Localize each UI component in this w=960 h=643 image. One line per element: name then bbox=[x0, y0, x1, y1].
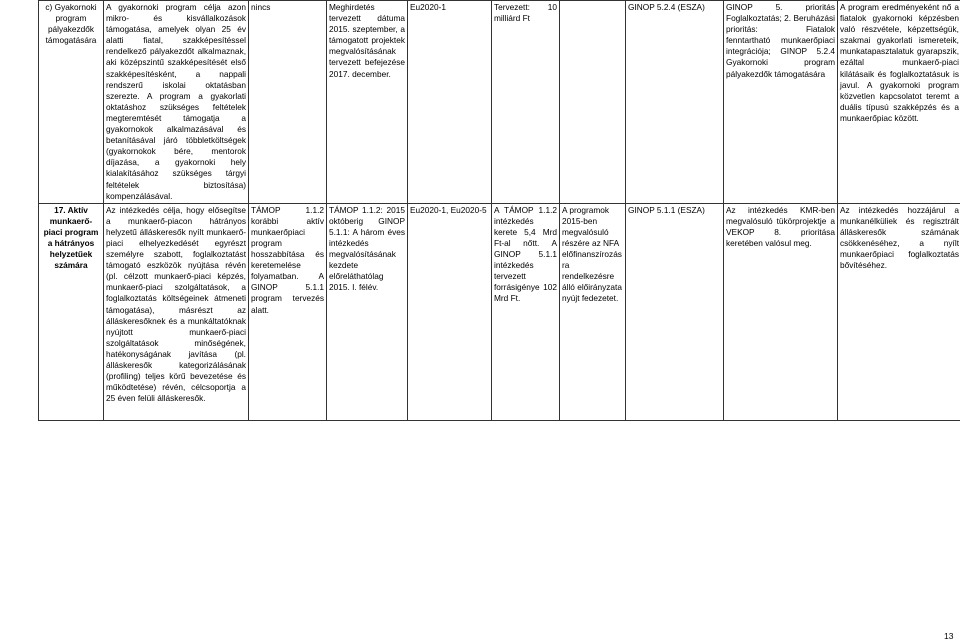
table-row bbox=[39, 203, 960, 420]
priority-cell: Az intézkedés KMR-ben megvalósuló tükörprojektje a VEKOP 8. prioritása keretében valósul meg. bbox=[724, 203, 838, 420]
priority-cell: GINOP 5. prioritás Foglalkoztatás; 2. Beruházási prioritás: Fiatalok fenntartható munkaerőpiaci integrációja; GINOP 5.2.4 Gyakornoki program pályakezdők támogatására bbox=[724, 1, 838, 204]
funding-cell: A programok 2015-ben megvalósuló részére az NFA előfinanszírozás ra rendelkezésre álló előirányzata nyújt fedezetet. bbox=[560, 203, 626, 420]
row-number: 17. bbox=[54, 204, 66, 215]
result-cell: Az intézkedés hozzájárul a munkanélküliek és regisztrált álláskeresők számának csökkenéséhez, a nyílt munkaerőpiaci foglalkoztatás bővítéséhez. bbox=[838, 203, 960, 420]
timing-cell: Meghirdetés tervezett dátuma 2015. szeptember, a támogatott projektek megvalósításának tervezett befejezése 2017. december. bbox=[327, 1, 408, 204]
measure-name-cell bbox=[39, 203, 104, 420]
measure-name-cell: c) Gyakornoki program pályakezdők támogatására bbox=[39, 1, 104, 204]
description-cell: Az intézkedés célja, hogy elősegítse a munkaerő-piacon hátrányos helyzetű álláskeresők nyílt munkaerő-piaci elhelyezkedését egyrészt személyre szabott, foglalkoztatást támogató eszközök nyújtása révén (pl. célzott munkaerő-piaci képzés, munkaerő-piaci szolgáltatások, a foglalkoztatás költségeinek átmeneti támogatása), másrészt az álláskeresőknek és a munkáltatóknak nyújtott munkaerő-piaci szolgáltatások minőségének, hatékonyságának javítása (pl. álláskeresők kategorizálásának (profiling) teljes körű bevezetése és működtetése) révén, célcsoportja a 25 éven felüli álláskeresők. bbox=[104, 203, 249, 420]
budget-cell: Tervezett: 10 milliárd Ft bbox=[492, 1, 560, 204]
program-cell: Eu2020-1, Eu2020-5 bbox=[408, 203, 492, 420]
funding-cell bbox=[560, 1, 626, 204]
measures-table bbox=[38, 0, 960, 421]
indicator-cell: GINOP 5.1.1 (ESZA) bbox=[626, 203, 724, 420]
result-cell: A program eredményeként nő a fiatalok gyakornoki képzésben való részvétele, képzettségük, szakmai gyakorlati ismereteik, munkatapasztalatuk gyarapszik, ezáltal munkaerő-piaci kilátásaik és foglalkoztatásuk is javul. A gyakornoki program közvetlen kapcsolatot teremt a duális típusú szakképzés és a munkaerőpiac között. bbox=[838, 1, 960, 204]
indicator-cell: GINOP 5.2.4 (ESZA) bbox=[626, 1, 724, 204]
predecessor-cell: nincs bbox=[249, 1, 327, 204]
budget-cell: A TÁMOP 1.1.2 intézkedés kerete 5,4 Mrd Ft-al nőtt. A GINOP 5.1.1 intézkedés tervezett forrásigénye 102 Mrd Ft. bbox=[492, 203, 560, 420]
table-row bbox=[39, 1, 960, 204]
page-number: 13 bbox=[944, 631, 954, 641]
predecessor-cell: TÁMOP 1.1.2 korábbi aktív munkaerőpiaci program hosszabbítása és keretemelése folyamatban. A GINOP 5.1.1 program tervezés alatt. bbox=[249, 203, 327, 420]
program-cell: Eu2020-1 bbox=[408, 1, 492, 204]
timing-cell: TÁMOP 1.1.2: 2015 októberig GINOP 5.1.1: A három éves intézkedés megvalósításának kezdete előreláthatólag 2015. I. félév. bbox=[327, 203, 408, 420]
description-cell: A gyakornoki program célja azon mikro- és kisvállalkozások támogatása, amelyek olyan 25 év alatti fiatal, szakképesítéssel rendelkező pályakezdőt alkalmaznak, aki középszintű szakképesítését első szakképesítésként, a nappali rendszerű iskolai oktatásban szerezte. A program a gyakorlati oktatáshoz szükséges feltételek megteremtését támogatja a gyakornokok alkalmazásával és betanításával járó többletköltségek (gyakornokok bére, mentorok díjazása, a gyakornoki hely kialakításához szükséges tárgyi feltételek biztosítása) kompenzálásával. bbox=[104, 1, 249, 204]
measure-name: Aktív munkaerő-piaci program a hátrányos helyzetűek számára bbox=[43, 204, 99, 271]
